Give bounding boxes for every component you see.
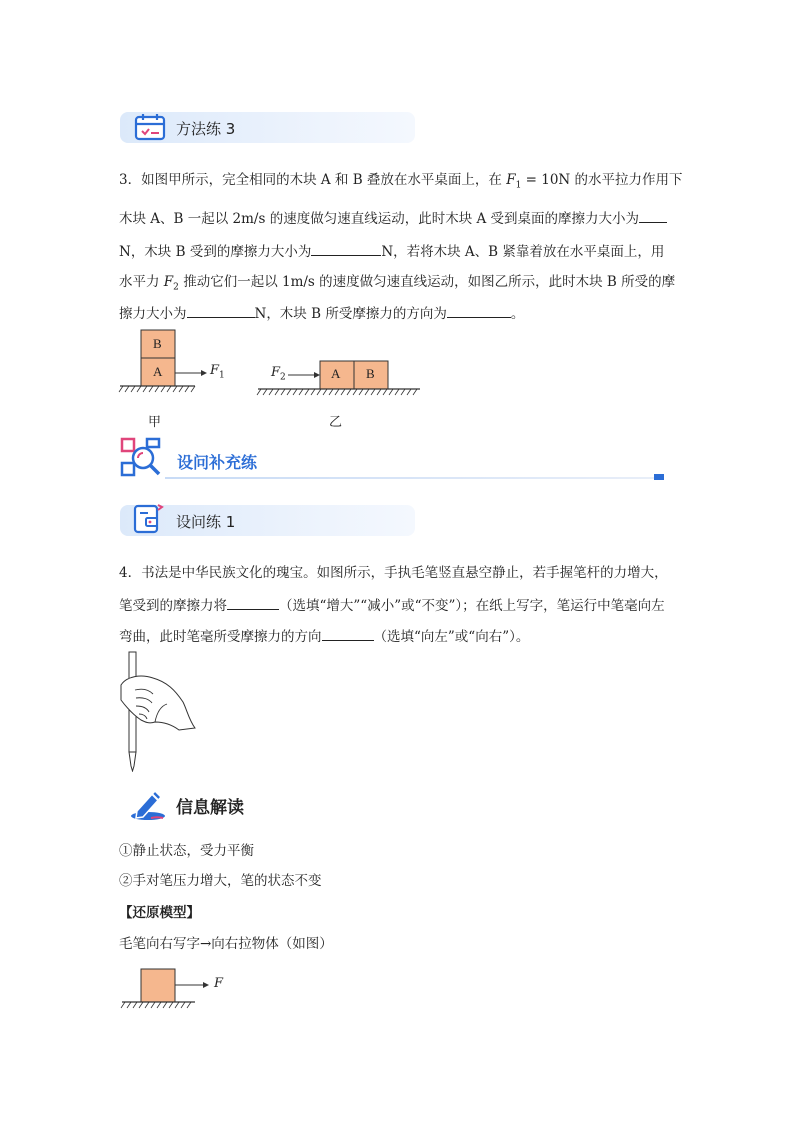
model-block-figure — [117, 965, 227, 1015]
method-banner — [120, 112, 415, 143]
q3-line-5: 擦力大小为 N，木块 B 所受摩擦力的方向为 。 — [119, 303, 524, 323]
practice-banner — [120, 505, 415, 536]
answer-blank-3[interactable] — [187, 303, 255, 318]
answer-blank-1[interactable] — [639, 208, 667, 223]
caption-yi: 乙 — [329, 415, 343, 430]
section-divider — [165, 477, 655, 479]
model-block — [141, 969, 175, 1002]
block-a2-label: A — [331, 366, 341, 381]
answer-blank-4[interactable] — [447, 303, 511, 318]
block-b-label: B — [153, 336, 162, 351]
info-item-1: ①静止状态，受力平衡 — [119, 843, 254, 859]
q4-line-3: 弯曲，此时笔毫所受摩擦力的方向 （选填“向左”或“向右”）。 — [119, 626, 529, 646]
brush-hand-figure — [115, 650, 205, 772]
answer-blank-2[interactable] — [311, 241, 381, 256]
model-title: 【还原模型】 — [119, 905, 200, 921]
caption-jia: 甲 — [148, 415, 162, 430]
q4-line-2: 笔受到的摩擦力将 （选填“增大”“减小”或“不变”）；在纸上写字，笔运行中笔毫向左 — [119, 595, 665, 615]
info-item-2: ②手对笔压力增大，笔的状态不变 — [119, 873, 322, 889]
wallet-icon — [132, 502, 166, 536]
answer-blank-6[interactable] — [322, 626, 374, 641]
practice-title: 设问练 1 — [176, 513, 236, 531]
force-f2-label: $F_2$ — [271, 365, 286, 383]
block-a-label: A — [153, 364, 163, 379]
pen-icon — [127, 787, 169, 823]
magnifier-icon — [119, 436, 167, 480]
model-text: 毛笔向右写字→向右拉物体（如图） — [119, 936, 333, 952]
section-title: 设问补充练 — [177, 453, 258, 472]
q4-line-1: 4．书法是中华民族文化的瑰宝。如图所示，手执毛笔竖直悬空静止，若手握笔杆的力增大， — [119, 565, 668, 581]
figure-stacked-blocks — [115, 325, 245, 400]
force-f1-label: $F_1$ — [210, 363, 225, 381]
section-divider-end — [654, 474, 664, 480]
q3-line-3: N，木块 B 受到的摩擦力大小为 N，若将木块 A、B 紧靠着放在水平桌面上，用 — [119, 241, 664, 261]
method-title: 方法练 3 — [176, 120, 236, 138]
info-title: 信息解读 — [176, 798, 244, 818]
answer-blank-5[interactable] — [227, 595, 279, 610]
block-b2-label: B — [366, 366, 375, 381]
model-force-label: F — [214, 976, 224, 991]
calendar-icon — [133, 112, 167, 142]
q3-line-1: 3．如图甲所示，完全相同的木块 A 和 B 叠放在水平桌面上，在 $F_1 = 10N$ 的水平拉力作用下 — [119, 172, 683, 191]
q3-line-2: 木块 A、B 一起以 2m/s 的速度做匀速直线运动，此时木块 A 受到桌面的摩擦力大小为 — [119, 208, 667, 228]
q3-line-4: 水平力 $F_2$ 推动它们一起以 1m/s 的速度做匀速直线运动，如图乙所示，此时木块 B 所受的摩 — [119, 274, 676, 293]
